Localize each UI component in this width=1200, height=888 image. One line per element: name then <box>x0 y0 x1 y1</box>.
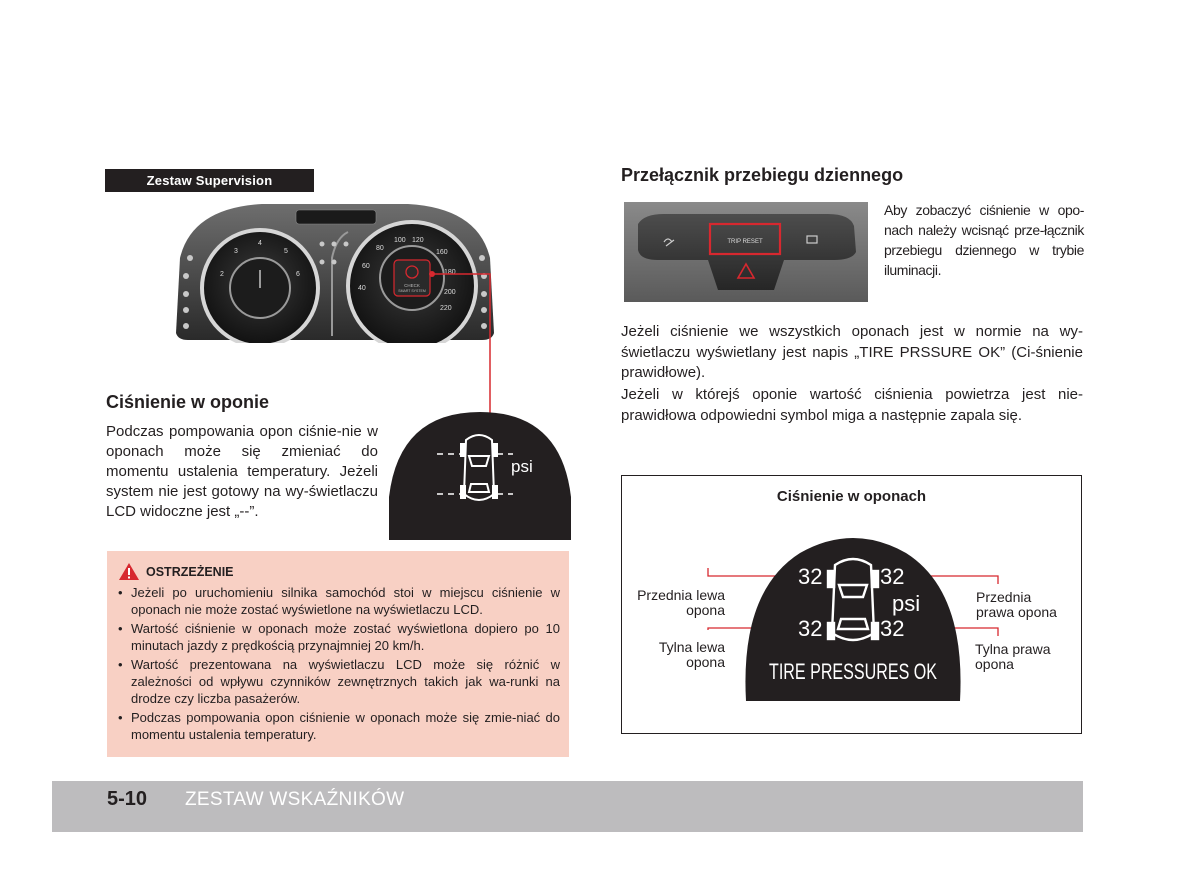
svg-text:60: 60 <box>362 263 370 270</box>
tire-pressures-ok-text: TIRE PRESSURES OK <box>769 659 938 684</box>
trip-switch-heading: Przełącznik przebiegu dziennego <box>621 165 904 185</box>
callout-leader-line <box>380 260 520 420</box>
trip-reset-button-label: TRIP RESET <box>727 239 763 245</box>
label-rear-right: Tylna prawa opona <box>975 641 1051 672</box>
svg-text:4: 4 <box>258 240 262 247</box>
pressure-ok-paragraph: Jeżeli ciśnienie we wszystkich oponach jest w normie na wy-świetlaczu wyświetlany jest napis „TIRE PRSSURE OK” (Ci-śnienie prawidłowe). <box>621 323 1083 381</box>
footer-bar <box>52 781 1083 832</box>
warning-item: • Podczas pompowania opon ciśnienie w oponach może się zmie-niać do momentu ustalenia temperatury. <box>118 709 560 744</box>
rear-right-pressure: 32 <box>880 616 905 641</box>
trip-reset-switch-image <box>624 202 868 302</box>
warning-item: • Wartość prezentowana na wyświetlaczu LCD może się różnić w zależności od wpływu czynników zewnętrznych takich jak wa-runki na drodze czy liczba pasażerów. <box>118 656 560 708</box>
tire-pressure-body: Podczas pompowania opon ciśnie-nie w oponach może się zmieniać do momentu ustalenia temperatury. Jeżeli system nie jest gotowy na wy-świetlaczu LCD widoczne jest „--”. <box>106 423 378 520</box>
svg-text:6: 6 <box>296 271 300 278</box>
section-tag: Zestaw Supervision <box>105 169 314 192</box>
warning-item: • Jeżeli po uruchomieniu silnika samochód stoi w miejscu ciśnienie w oponach nie może zostać wyświetlone na wyświetlaczu LCD. <box>118 584 560 619</box>
svg-text:40: 40 <box>358 285 366 292</box>
cluster-sub-text: SMART SYSTEM <box>398 289 426 293</box>
front-right-pressure: 32 <box>880 564 905 589</box>
warning-title: OSTRZEŻENIE <box>146 564 234 579</box>
svg-text:120: 120 <box>412 237 424 244</box>
cluster-check-text: CHECK <box>404 283 420 288</box>
pressure-bad-paragraph: Jeżeli w którejś oponie wartość ciśnienia powietrza jest nie-prawidłowa odpowiedni symbol miga a następnie zapala się. <box>621 386 1083 424</box>
svg-text:80: 80 <box>376 245 384 252</box>
rear-left-pressure: 32 <box>798 616 823 641</box>
psi-not-ready-display <box>389 412 571 540</box>
figure-title: Ciśnienie w oponach <box>776 488 927 505</box>
label-front-right: Przednia prawa opona <box>976 589 1057 620</box>
svg-text:200: 200 <box>444 289 456 296</box>
tire-pressure-display <box>740 531 966 701</box>
label-rear-left: Tylna lewa opona <box>658 639 725 670</box>
svg-text:5: 5 <box>284 248 288 255</box>
warning-list <box>118 584 560 745</box>
warning-header <box>118 562 234 581</box>
warning-item: • Wartość ciśnienie w oponach może zostać wyświetlona dopiero po 10 minutach jazdy z prędkością przynajmniej 20 km/h. <box>118 620 560 655</box>
front-left-pressure: 32 <box>798 564 823 589</box>
svg-text:100: 100 <box>394 237 406 244</box>
tire-pressure-figure <box>621 475 1082 734</box>
pressure-unit: psi <box>892 591 921 616</box>
page-number: 5-10 <box>107 788 148 810</box>
warning-box <box>107 551 569 757</box>
svg-text:160: 160 <box>436 249 448 256</box>
chapter-title: ZESTAW WSKAŹNIKÓW <box>185 789 405 810</box>
label-front-left: Przednia lewa opona <box>637 587 725 618</box>
tire-pressure-heading: Ciśnienie w oponie <box>106 392 270 412</box>
trip-switch-description: Aby zobaczyć ciśnienie w opo-nach należy wcisnąć prze-łącznik przebiegu dziennego w trybie iluminacji. <box>884 202 1084 278</box>
svg-text:3: 3 <box>234 248 238 255</box>
warning-triangle-icon <box>118 562 140 581</box>
svg-text:2: 2 <box>220 271 224 278</box>
svg-text:180: 180 <box>444 269 456 276</box>
psi-unit-label: psi <box>511 457 533 476</box>
svg-text:220: 220 <box>440 305 452 312</box>
